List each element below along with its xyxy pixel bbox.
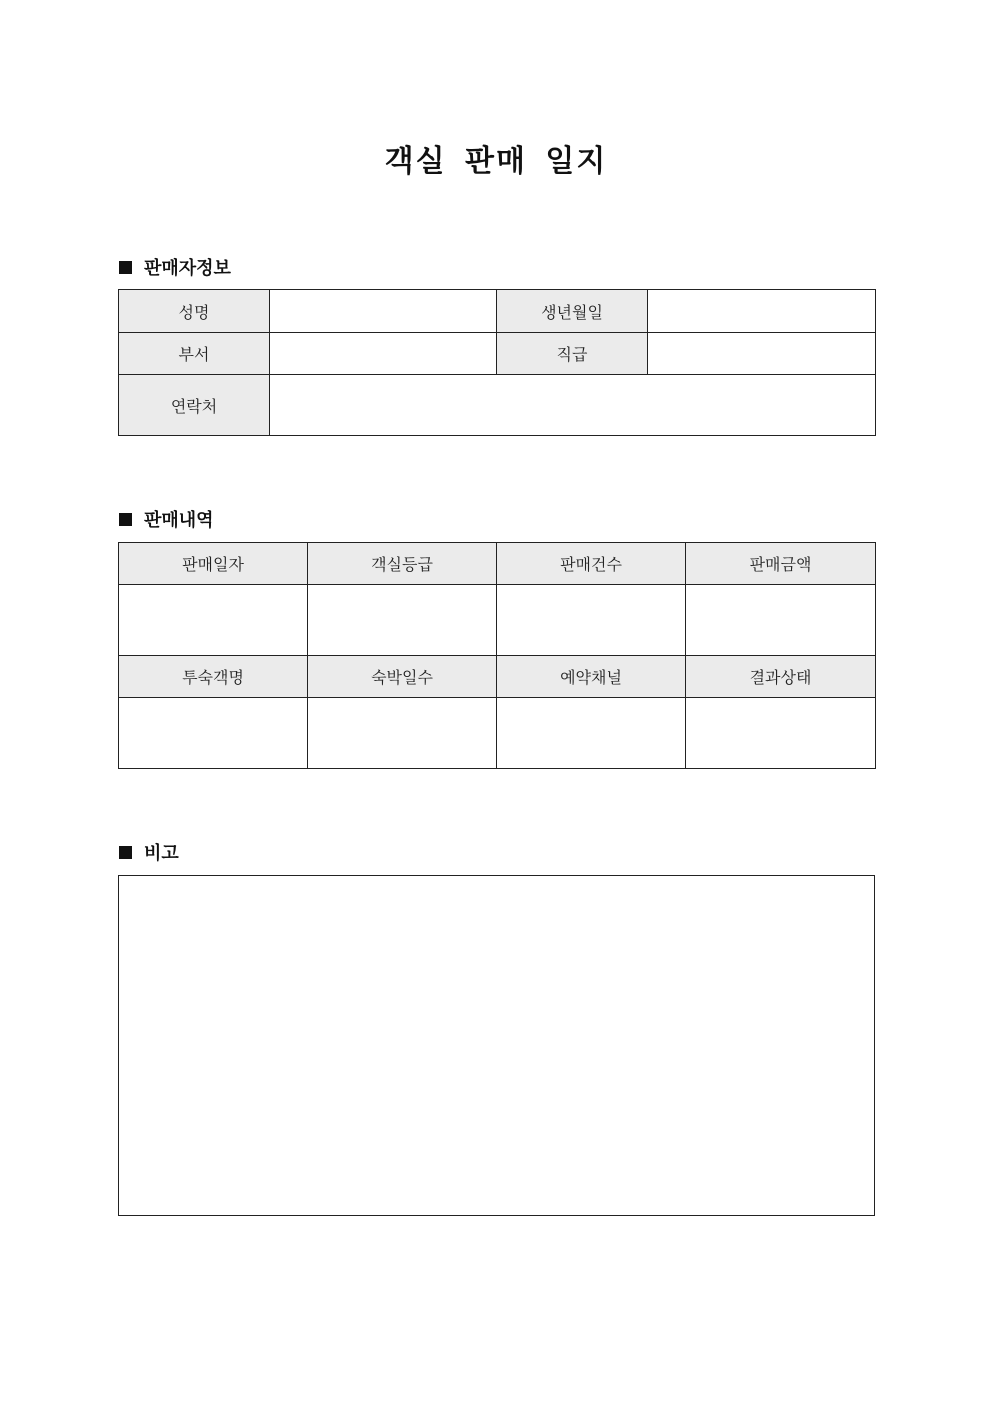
square-bullet-icon bbox=[119, 513, 132, 526]
birthdate-label: 생년월일 bbox=[497, 290, 648, 333]
sales-input-row-2 bbox=[119, 698, 876, 769]
contact-label: 연락처 bbox=[119, 375, 270, 436]
sale-amount-label: 판매금액 bbox=[686, 543, 876, 585]
room-grade-field[interactable] bbox=[308, 585, 497, 656]
result-status-label: 결과상태 bbox=[686, 656, 876, 698]
birthdate-field[interactable] bbox=[648, 290, 876, 333]
booking-channel-label: 예약채널 bbox=[497, 656, 686, 698]
seller-info-heading-text: 판매자정보 bbox=[144, 258, 231, 279]
sale-count-field[interactable] bbox=[497, 585, 686, 656]
remarks-box[interactable] bbox=[118, 875, 875, 1216]
nights-field[interactable] bbox=[308, 698, 497, 769]
page-title: 객실 판매 일지 bbox=[384, 144, 608, 179]
seller-info-table bbox=[118, 289, 876, 436]
seller-row-2 bbox=[119, 333, 876, 375]
sales-input-row-1 bbox=[119, 585, 876, 656]
booking-channel-field[interactable] bbox=[497, 698, 686, 769]
sale-amount-field[interactable] bbox=[686, 585, 876, 656]
position-field[interactable] bbox=[648, 333, 876, 375]
sale-date-field[interactable] bbox=[119, 585, 308, 656]
sales-details-table bbox=[118, 542, 876, 769]
position-label: 직급 bbox=[497, 333, 648, 375]
sales-header-row-1 bbox=[119, 543, 876, 585]
seller-row-3 bbox=[119, 375, 876, 436]
name-field[interactable] bbox=[270, 290, 497, 333]
department-label: 부서 bbox=[119, 333, 270, 375]
remarks-heading bbox=[119, 839, 179, 865]
guest-name-label: 투숙객명 bbox=[119, 656, 308, 698]
department-field[interactable] bbox=[270, 333, 497, 375]
remarks-heading-text: 비고 bbox=[144, 843, 179, 864]
room-grade-label: 객실등급 bbox=[308, 543, 497, 585]
sales-header-row-2 bbox=[119, 656, 876, 698]
seller-row-1 bbox=[119, 290, 876, 333]
sale-date-label: 판매일자 bbox=[119, 543, 308, 585]
guest-name-field[interactable] bbox=[119, 698, 308, 769]
name-label: 성명 bbox=[119, 290, 270, 333]
sale-count-label: 판매건수 bbox=[497, 543, 686, 585]
contact-field[interactable] bbox=[270, 375, 876, 436]
seller-info-heading bbox=[119, 254, 231, 280]
square-bullet-icon bbox=[119, 261, 132, 274]
nights-label: 숙박일수 bbox=[308, 656, 497, 698]
sales-details-heading-text: 판매내역 bbox=[144, 510, 214, 531]
sales-details-heading bbox=[119, 506, 214, 532]
square-bullet-icon bbox=[119, 846, 132, 859]
result-status-field[interactable] bbox=[686, 698, 876, 769]
